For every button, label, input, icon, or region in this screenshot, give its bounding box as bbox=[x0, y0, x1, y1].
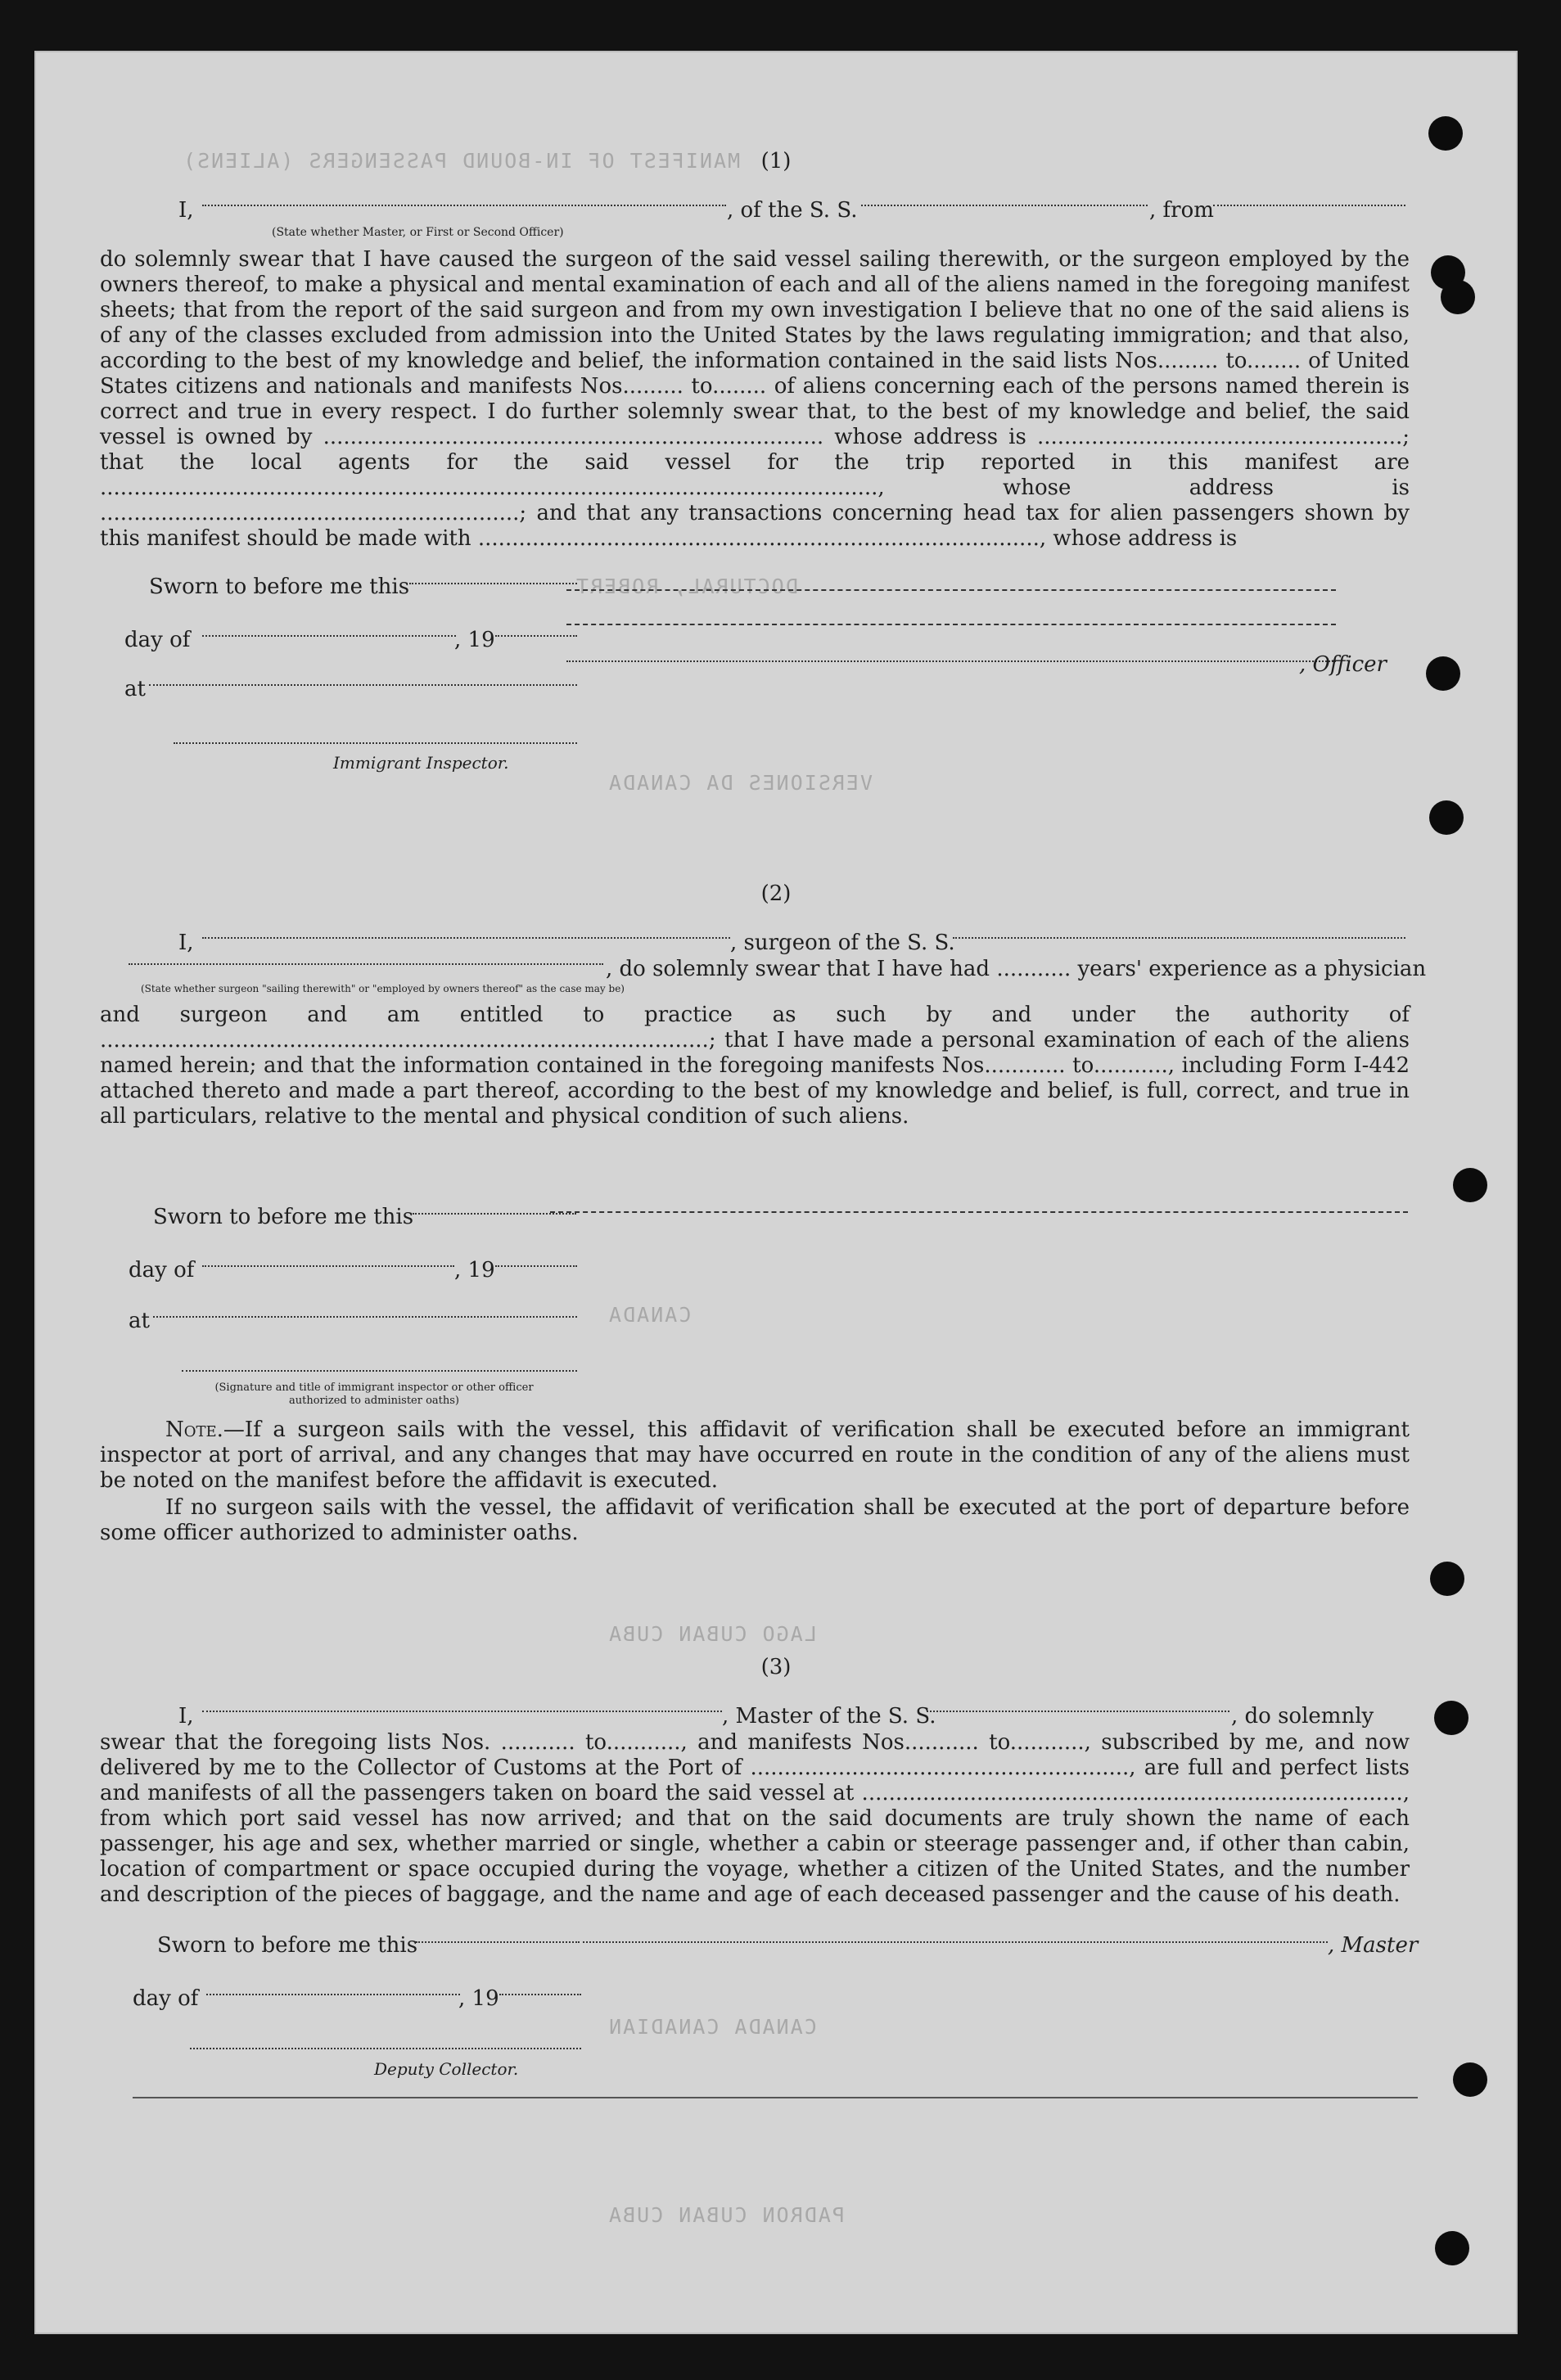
s2-note-label: Note. bbox=[165, 1418, 223, 1442]
s3-day-label: day of bbox=[133, 1986, 199, 2011]
bleed-through-text: DOCTURAL, ROBERT bbox=[575, 575, 798, 598]
section-2-heading: (2) bbox=[760, 881, 792, 906]
s1-oath-paragraph: do solemnly swear that I have caused the surgeon of the said vessel sailing therewith, or the surgeon employed by the owners thereof, to make a physical and mental examination of each and all of the aliens named in the foregoing manifest sheets; that from the report of the said surgeon and from my own investigation I believe that no one of the said aliens is of any of the classes excluded from admission into the United States by the laws regulating immigration; and that also, according to the best of my knowledge and belief, the information contained in the said lists Nos......... to........ of United States citizens and nationals and manifests Nos......... to........ of aliens concerning each of the persons named therein is correct and true in every respect. I do further solemnly swear that, to the best of my knowledge and belief, the said vessel is owned by .......................................................................... whose address is ......................................................; that the local agents for the said vessel for the trip reported in this manifest are ..................................................................................................................., whose address is ..............................................................; and that any transactions concerning head tax for alien passengers shown by this manifest should be made with ..................................................................................., whose address is bbox=[100, 247, 1410, 551]
s3-i-label: I, bbox=[178, 1704, 194, 1729]
bleed-through-text: CANADA CANADIAN bbox=[607, 2015, 817, 2039]
s3-master-name-field[interactable] bbox=[202, 1711, 722, 1712]
s1-i-label: I, bbox=[178, 198, 194, 223]
s3-year-label: , 19 bbox=[458, 1986, 499, 2011]
s1-vessel-field[interactable] bbox=[861, 205, 1148, 206]
binder-hole bbox=[1430, 1562, 1464, 1596]
binder-hole bbox=[1435, 2231, 1469, 2265]
s3-year-field[interactable] bbox=[499, 1994, 581, 1995]
manifest-page bbox=[34, 51, 1518, 2334]
s1-year-field[interactable] bbox=[495, 635, 577, 637]
s3-day-field[interactable] bbox=[206, 1994, 460, 1995]
s1-sworn-label: Sworn to before me this bbox=[149, 575, 410, 599]
s2-i-label: I, bbox=[178, 931, 194, 955]
bleed-through-text: CANADA bbox=[607, 1303, 692, 1327]
s2-vessel-field[interactable] bbox=[953, 937, 1405, 939]
s1-day-label: day of bbox=[124, 628, 191, 652]
s2-oath-paragraph: and surgeon and am entitled to practice as such by and under the authority of ..........................................................................................; that I have made a personal examination of each of the aliens named herein; and that the information contained in the foregoing manifests Nos............ to..........., including Form I-442 attached thereto and made a part thereof, according to the best of my knowledge and belief, is full, correct, and true in all particulars, relative to the mental and physical condition of such aliens. bbox=[100, 1003, 1410, 1129]
s2-day-field[interactable] bbox=[202, 1265, 454, 1267]
s1-ss-label: , of the S. S. bbox=[727, 198, 858, 223]
binder-hole bbox=[1426, 656, 1460, 691]
s2-note bbox=[100, 1418, 1410, 1494]
s2-year-label: , 19 bbox=[454, 1258, 495, 1282]
s2-surgeon-note: (State whether surgeon "sailing therewith" or "employed by owners thereof" as the case may be) bbox=[141, 983, 625, 994]
s2-day-label: day of bbox=[129, 1258, 195, 1282]
s1-year-label: , 19 bbox=[454, 628, 495, 652]
s3-master-title: , Master bbox=[1328, 1933, 1419, 1958]
s1-signature-line[interactable] bbox=[566, 589, 1336, 591]
s3-vessel-field[interactable] bbox=[927, 1711, 1229, 1712]
s1-master-note: (State whether Master, or First or Second Officer) bbox=[272, 226, 564, 239]
s1-from-field[interactable] bbox=[1213, 205, 1405, 206]
s2-experience-line: , do solemnly swear that I have had ........... years' experience as a physician bbox=[606, 957, 1427, 981]
s1-officer-signature-field[interactable] bbox=[566, 660, 1336, 662]
s3-collector-signature[interactable] bbox=[190, 2048, 581, 2049]
s1-officer-label: , Officer bbox=[1299, 652, 1387, 677]
s1-inspector-signature[interactable] bbox=[174, 742, 577, 744]
binder-hole bbox=[1441, 280, 1475, 314]
s2-at-field[interactable] bbox=[153, 1316, 577, 1318]
bleed-through-text: VERSIONES DA CANADA bbox=[607, 771, 873, 795]
bottom-rule bbox=[133, 2097, 1418, 2098]
s2-surgeon-label: , surgeon of the S. S. bbox=[730, 931, 955, 955]
bleed-through-text: PADRON CUBAN CUBA bbox=[607, 2203, 845, 2227]
s3-master-label: , Master of the S. S. bbox=[722, 1704, 936, 1729]
s3-solemnly-label: , do solemnly bbox=[1231, 1704, 1374, 1729]
s3-oath-paragraph: swear that the foregoing lists Nos. ........... to..........., and manifests Nos........... to..........., subscribed by me, and now delivered by me to the Collector of Customs at the Port of ........................................................, are full and perfect lists and manifests of all the passengers taken on board the said vessel at ................................................................................, from which port said vessel has now arrived; and that on the said documents are truly shown the name of each passenger, his age and sex, whether married or single, whether a cabin or steerage passenger and, if other than cabin, location of compartment or space occupied during the voyage, whether a citizen of the United States, and the number and description of the pieces of baggage, and the name and age of each deceased passenger and the cause of his death. bbox=[100, 1730, 1410, 1907]
s2-surgeon-name-field[interactable] bbox=[202, 937, 730, 939]
s1-inspector-label: Immigrant Inspector. bbox=[333, 753, 509, 773]
s1-officer-name-field[interactable] bbox=[202, 205, 726, 206]
s2-inspector-signature[interactable] bbox=[182, 1370, 577, 1372]
section-3-heading: (3) bbox=[760, 1655, 792, 1679]
s1-day-field[interactable] bbox=[202, 635, 456, 637]
s2-year-field[interactable] bbox=[495, 1265, 577, 1267]
bleed-through-text: LAGO CUBAN CUBA bbox=[607, 1622, 817, 1646]
section-1-heading: (1) bbox=[760, 149, 792, 174]
binder-hole bbox=[1429, 800, 1464, 835]
bleed-through-text: MANIFEST OF IN-BOUND PASSENGERS (ALIENS) bbox=[182, 149, 741, 173]
s3-sworn-date-field[interactable] bbox=[416, 1941, 580, 1943]
s1-at-field[interactable] bbox=[149, 684, 577, 686]
s1-at-label: at bbox=[124, 677, 146, 701]
s2-sworn-label: Sworn to before me this bbox=[153, 1205, 414, 1229]
s2-at-label: at bbox=[129, 1309, 150, 1333]
s3-master-signature-field[interactable] bbox=[583, 1941, 1328, 1943]
s2-sworn-date-field[interactable] bbox=[413, 1213, 576, 1215]
s1-from-label: , from bbox=[1149, 198, 1214, 223]
s3-deputy-label: Deputy Collector. bbox=[374, 2059, 519, 2079]
s2-surgeon-type-field[interactable] bbox=[129, 963, 603, 965]
s2-signature-line[interactable] bbox=[550, 1211, 1408, 1213]
s2-note2: If no surgeon sails with the vessel, the affidavit of verification shall be executed at the port of departure before some officer authorized to administer oaths. bbox=[100, 1495, 1410, 1545]
binder-hole bbox=[1428, 116, 1463, 151]
s2-note-text: —If a surgeon sails with the vessel, this affidavit of verification shall be executed before an immigrant inspector at port of arrival, and any changes that may have occurred en route in the condition of any of the aliens must be noted on the manifest before the affidavit is executed. bbox=[100, 1418, 1410, 1493]
s2-sig-note: (Signature and title of immigrant inspector or other officer authorized to administer oaths) bbox=[214, 1382, 534, 1407]
binder-hole bbox=[1434, 1701, 1469, 1735]
s3-sworn-label: Sworn to before me this bbox=[157, 1933, 418, 1958]
binder-hole bbox=[1453, 1168, 1487, 1202]
s1-signature-line[interactable] bbox=[566, 624, 1336, 625]
binder-hole bbox=[1453, 2062, 1487, 2097]
s1-sworn-date-field[interactable] bbox=[409, 583, 577, 584]
